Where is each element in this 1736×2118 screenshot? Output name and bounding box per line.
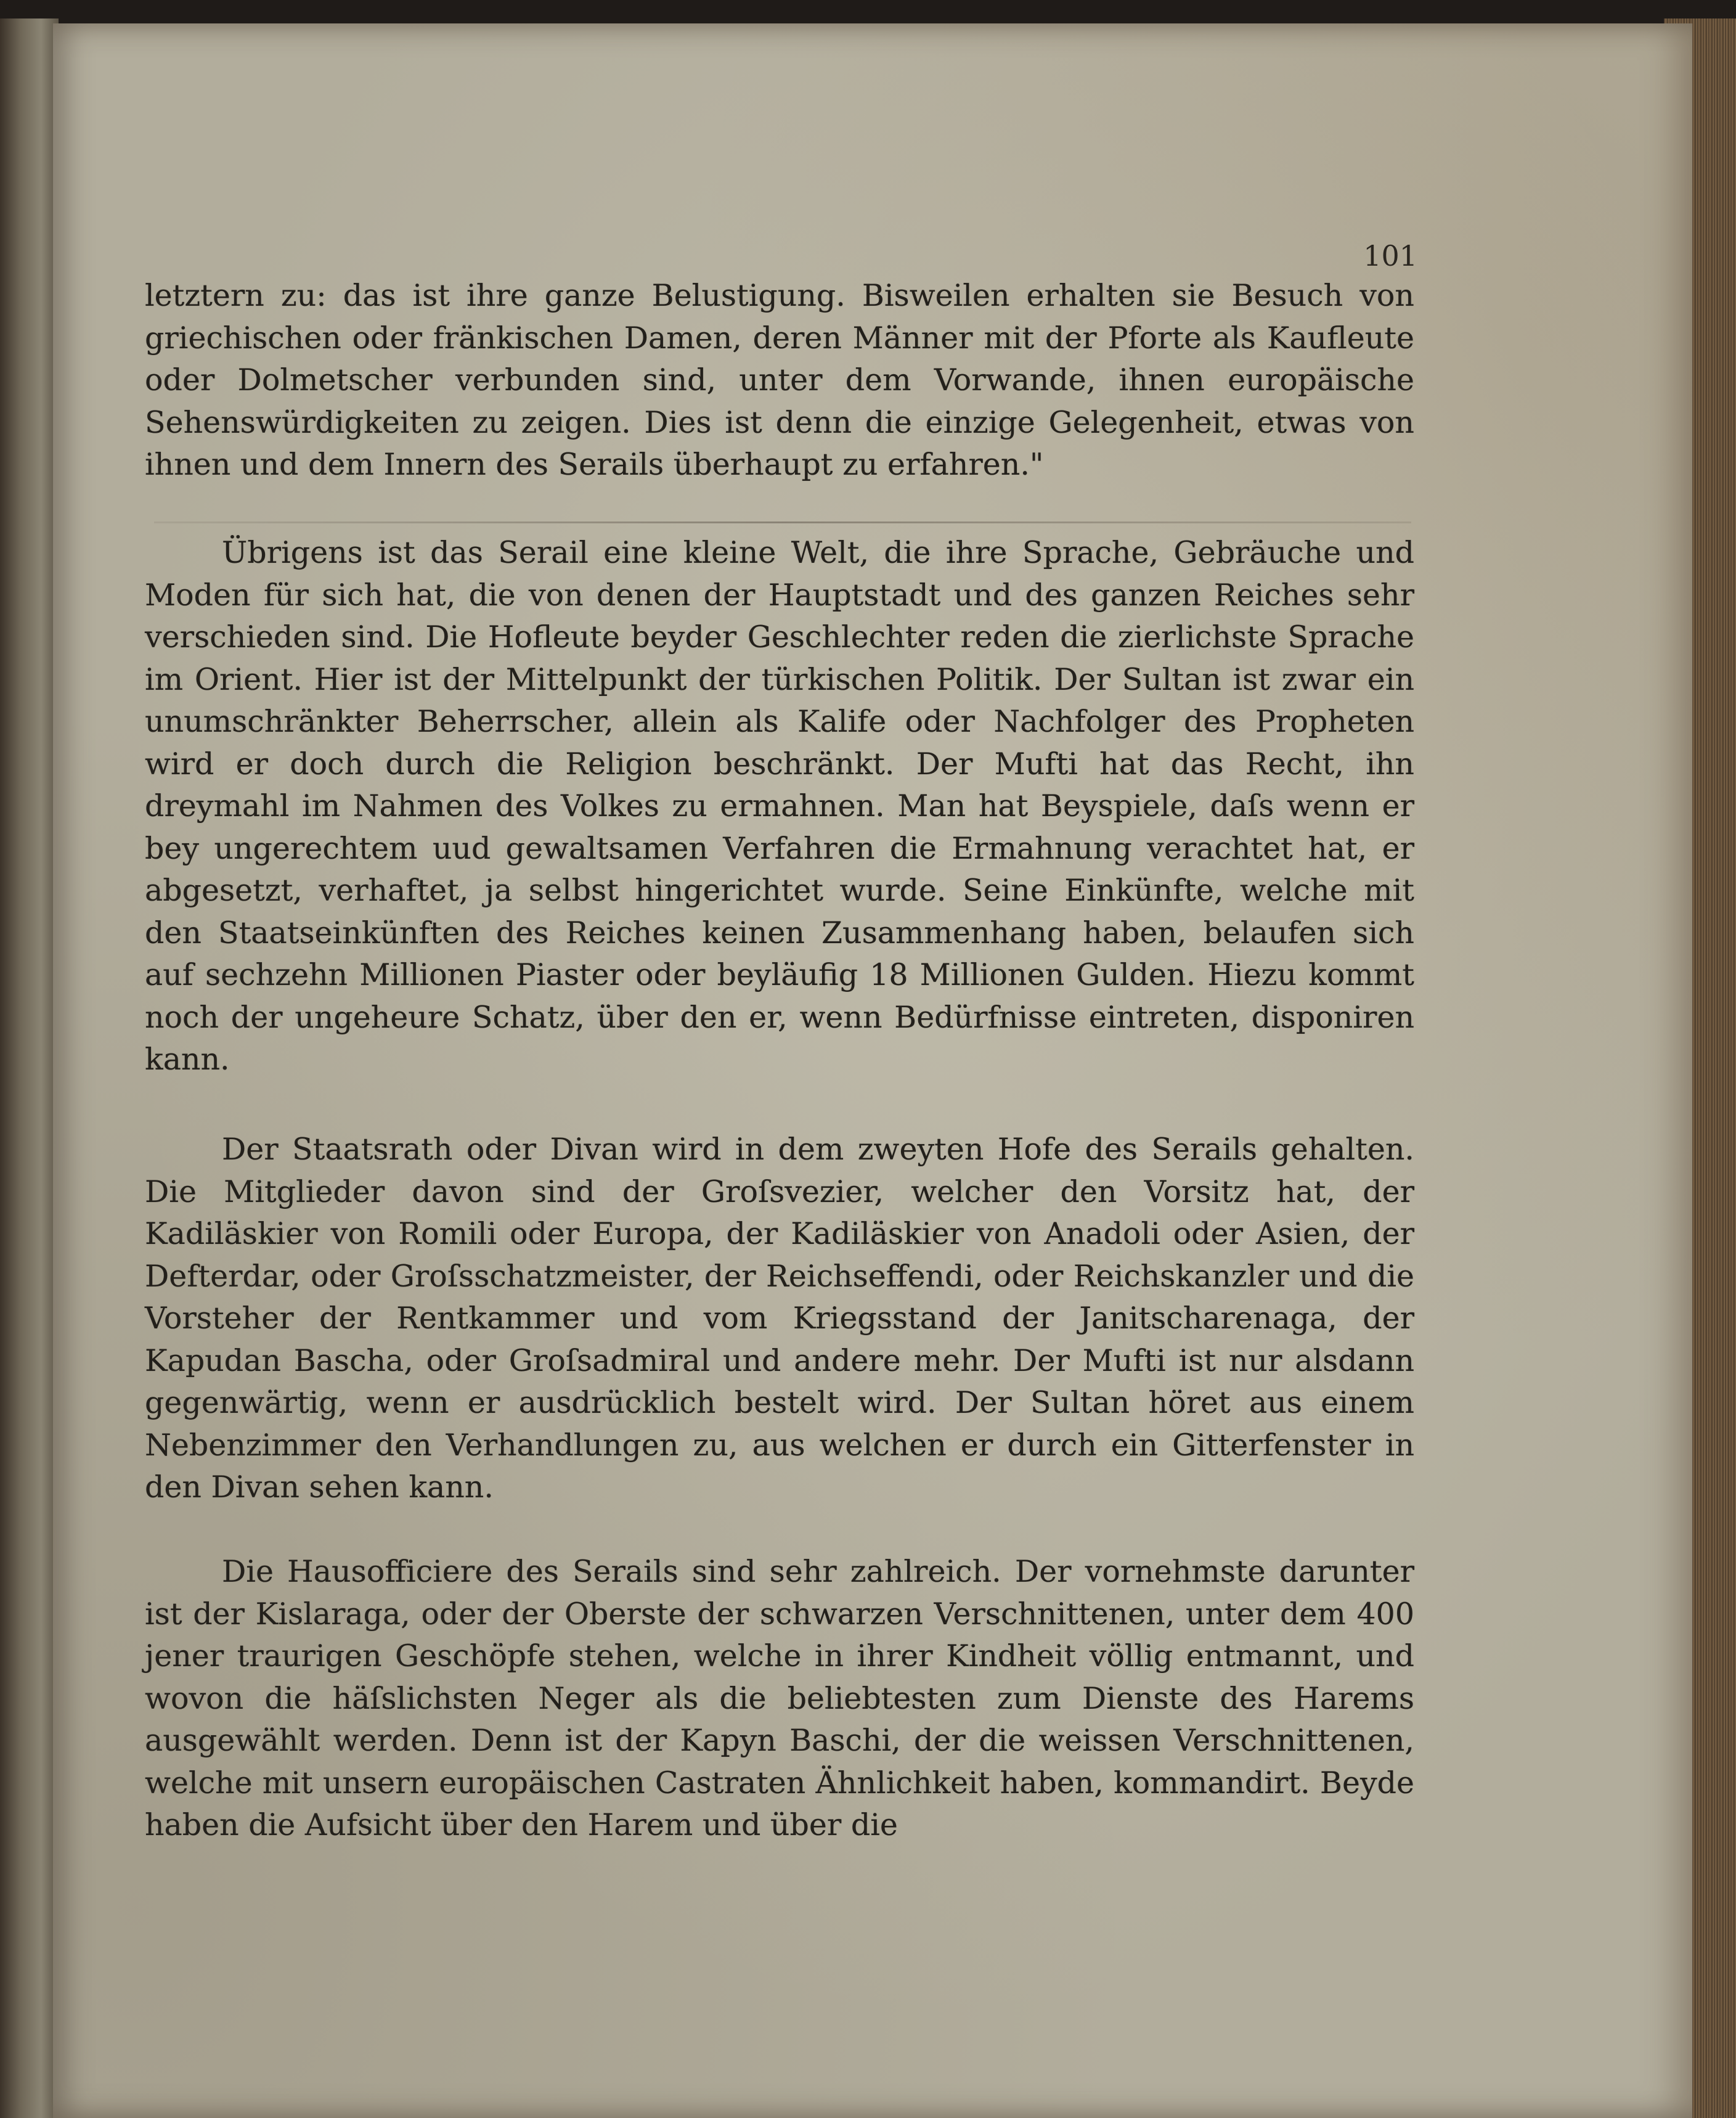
paragraph-4: Die Hausofficiere des Serails sind sehr zahlreich. Der vornehmste darunter ist der Kislaraga, oder der Oberste der schwarzen Verschnittenen, unter dem 400 jener traurigen Geschöpfe stehen, welche in ihrer Kindheit völlig entmannt, und wovon die häſslichsten Neger als die beliebtesten zum Dienste des Harems ausgewählt werden. Denn ist der Kapyn Baschi, der die weissen Verschnittenen, welche mit unsern europäischen Castraten Ähnlichkeit haben, kommandirt. Beyde haben die Aufsicht über den Harem und über die: [145, 1554, 1414, 1842]
paragraph-3: Der Staatsrath oder Divan wird in dem zweyten Hofe des Serails gehalten. Die Mitglieder davon sind der Groſsvezier, welcher den Vorsitz hat, der Kadiläskier von Romili oder Europa, der Kadiläskier von Anadoli oder Asien, der Defterdar, oder Groſsschatzmeister, der Reichseffendi, oder Reichskanzler und die Vorsteher der Rentkammer und vom Kriegsstand der Janitscharenaga, der Kapudan Bascha, oder Groſsadmiral und andere mehr. Der Mufti ist nur alsdann gegenwärtig, wenn er ausdrücklich bestelt wird. Der Sultan höret aus einem Nebenzimmer den Verhandlungen zu, aus welchen er durch ein Gitterfenster in den Divan sehen kann.: [145, 1132, 1414, 1505]
page-number: 101: [1363, 239, 1417, 272]
paragraph-1: letztern zu: das ist ihre ganze Belustigung. Bisweilen erhalten sie Besuch von griechischen oder fränkischen Damen, deren Männer mit der Pforte als Kaufleute oder Dolmetscher verbunden sind, unter dem Vorwande, ihnen europäische Sehenswürdigkeiten zu zeigen. Dies ist denn die einzige Gelegenheit, etwas von ihnen und dem Innern des Serails überhaupt zu erfahren.": [145, 278, 1414, 482]
horizontal-rule: [154, 521, 1411, 523]
paragraph-2: Übrigens ist das Serail eine kleine Welt, die ihre Sprache, Gebräuche und Moden für sich hat, die von denen der Hauptstadt und des ganzen Reiches sehr verschieden sind. Die Hofleute beyder Geschlechter reden die zierlichste Sprache im Orient. Hier ist der Mittelpunkt der türkischen Politik. Der Sultan ist zwar ein unumschränkter Beherrscher, allein als Kalife oder Nachfolger des Propheten wird er doch durch die Religion beschränkt. Der Mufti hat das Recht, ihn dreymahl im Nahmen des Volkes zu ermahnen. Man hat Beyspiele, daſs wenn er bey ungerechtem uud gewaltsamen Verfahren die Ermahnung verachtet hat, er abgesetzt, verhaftet, ja selbst hingerichtet wurde. Seine Einkünfte, welche mit den Staatseinkünften des Reiches keinen Zusammenhang haben, belaufen sich auf sechzehn Millionen Piaster oder beyläufig 18 Millionen Gulden. Hiezu kommt noch der ungeheure Schatz, über den er, wenn Bedürfnisse eintreten, disponiren kann.: [145, 535, 1414, 1077]
book-spine-edge: [0, 18, 59, 2118]
